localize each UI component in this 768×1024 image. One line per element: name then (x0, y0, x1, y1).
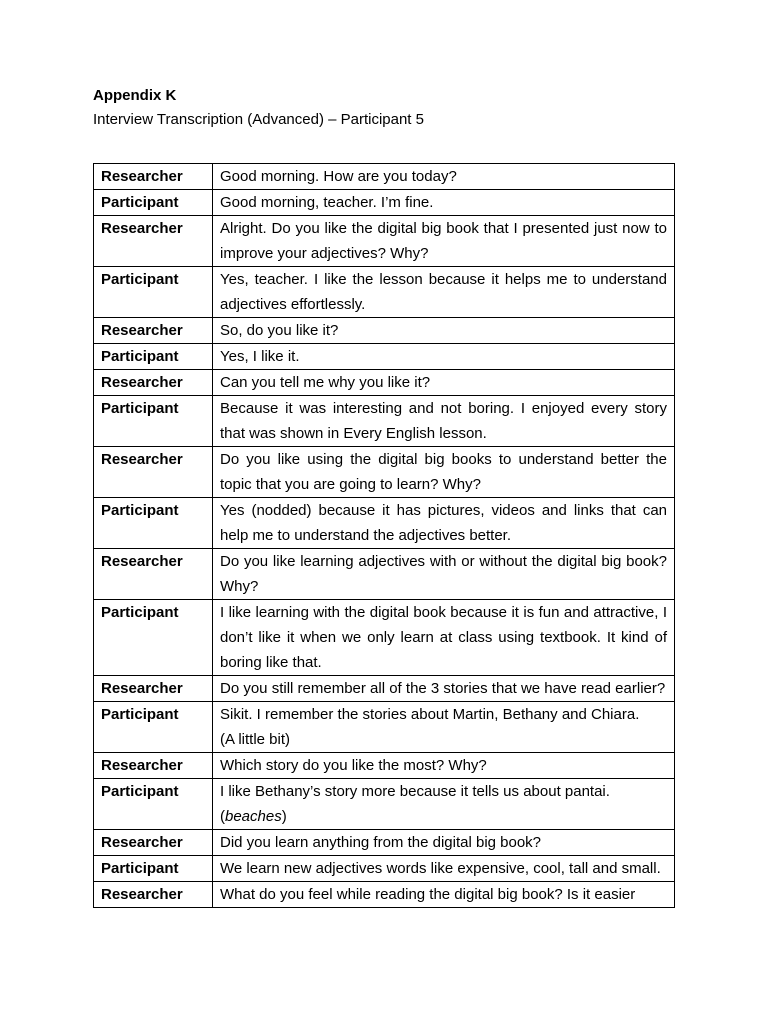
speech-cell: So, do you like it? (213, 318, 675, 344)
speech-text: Sikit. I remember the stories about Martin, Bethany and Chiara. (220, 706, 640, 723)
table-row (94, 344, 675, 370)
table-row (94, 190, 675, 216)
table-row (94, 882, 675, 908)
speech-cell: Do you like using the digital big books to understand better the topic that you are going to learn? Why? (213, 447, 675, 498)
speech-cell: Good morning. How are you today? (213, 164, 675, 190)
speech-cell: I like learning with the digital book because it is fun and attractive, I don’t like it when we only learn at class using textbook. It kind of boring like that. (213, 600, 675, 676)
table-row (94, 396, 675, 447)
table-row (94, 856, 675, 882)
speaker-cell: Participant (94, 600, 213, 676)
speech-cell: Did you learn anything from the digital big book? (213, 830, 675, 856)
speaker-cell: Participant (94, 190, 213, 216)
speaker-cell: Participant (94, 498, 213, 549)
speaker-cell: Researcher (94, 882, 213, 908)
speech-cell: Which story do you like the most? Why? (213, 753, 675, 779)
speaker-cell: Participant (94, 702, 213, 753)
speech-cell: Do you still remember all of the 3 stories that we have read earlier? (213, 676, 675, 702)
speaker-cell: Researcher (94, 164, 213, 190)
speaker-cell: Researcher (94, 447, 213, 498)
table-row (94, 498, 675, 549)
page-title: Appendix K (93, 87, 177, 104)
translation-note-word: beaches (225, 808, 282, 825)
speech-cell: What do you feel while reading the digital big book? Is it easier (213, 882, 675, 908)
speaker-cell: Participant (94, 344, 213, 370)
speech-cell: Yes, I like it. (213, 344, 675, 370)
table-row (94, 779, 675, 830)
speaker-cell: Researcher (94, 549, 213, 600)
speech-cell: Alright. Do you like the digital big book that I presented just now to improve your adjectives? Why? (213, 216, 675, 267)
speech-cell (213, 702, 675, 753)
table-row (94, 753, 675, 779)
speaker-cell: Participant (94, 856, 213, 882)
table-row (94, 164, 675, 190)
speaker-cell: Researcher (94, 830, 213, 856)
table-row (94, 549, 675, 600)
speaker-cell: Researcher (94, 753, 213, 779)
transcript-table (93, 163, 675, 908)
speaker-cell: Researcher (94, 676, 213, 702)
speaker-cell: Participant (94, 779, 213, 830)
speech-cell: We learn new adjectives words like expensive, cool, tall and small. (213, 856, 675, 882)
speaker-cell: Researcher (94, 370, 213, 396)
table-row (94, 318, 675, 344)
table-row (94, 830, 675, 856)
speaker-cell: Researcher (94, 318, 213, 344)
table-row (94, 600, 675, 676)
speaker-cell: Researcher (94, 216, 213, 267)
translation-note-open: ( (220, 808, 225, 825)
speech-cell: Because it was interesting and not boring. I enjoyed every story that was shown in Every English lesson. (213, 396, 675, 447)
speech-cell: Do you like learning adjectives with or without the digital big book? Why? (213, 549, 675, 600)
speech-cell: Yes (nodded) because it has pictures, videos and links that can help me to understand the adjectives better. (213, 498, 675, 549)
translation-note: (A little bit) (220, 731, 291, 748)
speech-cell: Good morning, teacher. I’m fine. (213, 190, 675, 216)
table-row (94, 216, 675, 267)
speech-cell: Yes, teacher. I like the lesson because it helps me to understand adjectives effortlessly. (213, 267, 675, 318)
speech-cell: Can you tell me why you like it? (213, 370, 675, 396)
table-row (94, 702, 675, 753)
speech-text: I like Bethany’s story more because it tells us about pantai. (220, 783, 610, 800)
table-row (94, 447, 675, 498)
table-row (94, 370, 675, 396)
translation-note-close: ) (281, 808, 287, 825)
speaker-cell: Participant (94, 396, 213, 447)
speaker-cell: Participant (94, 267, 213, 318)
page-subtitle: Interview Transcription (Advanced) – Participant 5 (93, 111, 424, 128)
table-row (94, 676, 675, 702)
speech-cell (213, 779, 675, 830)
table-row (94, 267, 675, 318)
